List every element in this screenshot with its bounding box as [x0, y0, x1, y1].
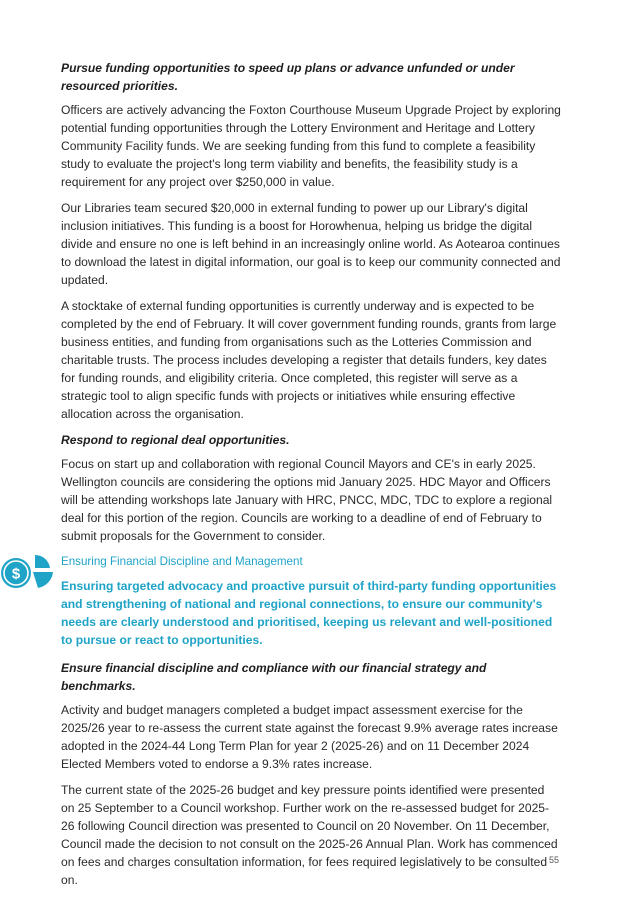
- heading-regional-deal: Respond to regional deal opportunities.: [61, 433, 290, 447]
- svg-text:$: $: [11, 565, 21, 583]
- dollar-pie-chart-icon: [0, 551, 56, 591]
- paragraph-libraries-funding: Our Libraries team secured $20,000 in external funding to power up our Library's digital inclusion initiatives. This funding is a boost for Horowhenua, helping us bridge the digital divide and ensure no one is left behind in an increasingly online world. As Aotearoa continues to download the latest in digital information, our goal is to keep our community connected and updated.: [61, 201, 561, 287]
- paragraph-stocktake: A stocktake of external funding opportunities is currently underway and is expected to be completed by the end of February. It will cover government funding rounds, grants from large business entities, and funding from organisations such as the Lotteries Commission and charitable trusts. The process includes developing a register that details funders, key dates for funding rounds, and eligibility criteria. Once completed, this register will serve as a strategic tool to align specific funds with projects or initiatives while ensuring effective allocation across the organisation.: [61, 299, 557, 421]
- heading-funding-opportunities: Pursue funding opportunities to speed up plans or advance unfunded or under resourced priorities.: [61, 61, 515, 93]
- page-content: [61, 59, 561, 897]
- section-title: Ensuring Financial Discipline and Management: [61, 555, 303, 568]
- paragraph-regional-deal: Focus on start up and collaboration with regional Council Mayors and CE's in early 2025. Wellington councils are considering the options mid January 2025. HDC Mayor and Officers will be attending workshops late January with HRC, PNCC, MDC, TDC to explore a regional deal for this portion of the region. Councils are working to a deadline of end of February to submit proposals for the Government to consider.: [61, 457, 553, 543]
- paragraph-foxton-courthouse: Officers are actively advancing the Foxton Courthouse Museum Upgrade Project by exploring potential funding opportunities through the Lottery Environment and Heritage and Lottery Community Facility funds. We are seeking funding from this fund to complete a feasibility study to evaluate the project's long term viability and benefits, the feasibility study is a requirement for any project over $250,000 in value.: [61, 103, 561, 189]
- paragraph-budget-assessment: Activity and budget managers completed a budget impact assessment exercise for the 2025/26 year to re-assess the current state against the forecast 9.9% average rates increase adopted in the 2024-44 Long Term Plan for year 2 (2025-26) and on 11 December 2024 Elected Members voted to endorse a 9.3% rates increase.: [61, 703, 558, 771]
- page-number: 55: [548, 855, 559, 865]
- heading-financial-discipline: Ensure financial discipline and compliance with our financial strategy and benchmarks.: [61, 661, 487, 693]
- callout-text: Ensuring targeted advocacy and proactive pursuit of third-party funding opportunities and strengthening of national and regional connections, to ensure our community's needs are clearly understood and prioritised, keeping us relevant and well-positioned to pursue or react to opportunities.: [61, 579, 557, 647]
- paragraph-budget-state: The current state of the 2025-26 budget and key pressure points identified were presented on 25 September to a Council workshop. Further work on the re-assessed budget for 2025-26 following Council direction was presented to Council on 20 November. On 11 December, Council made the decision to not consult on the 2025-26 Annual Plan. Work has commenced on fees and charges consultation information, for fees required legislatively to be consulted on.: [61, 783, 558, 887]
